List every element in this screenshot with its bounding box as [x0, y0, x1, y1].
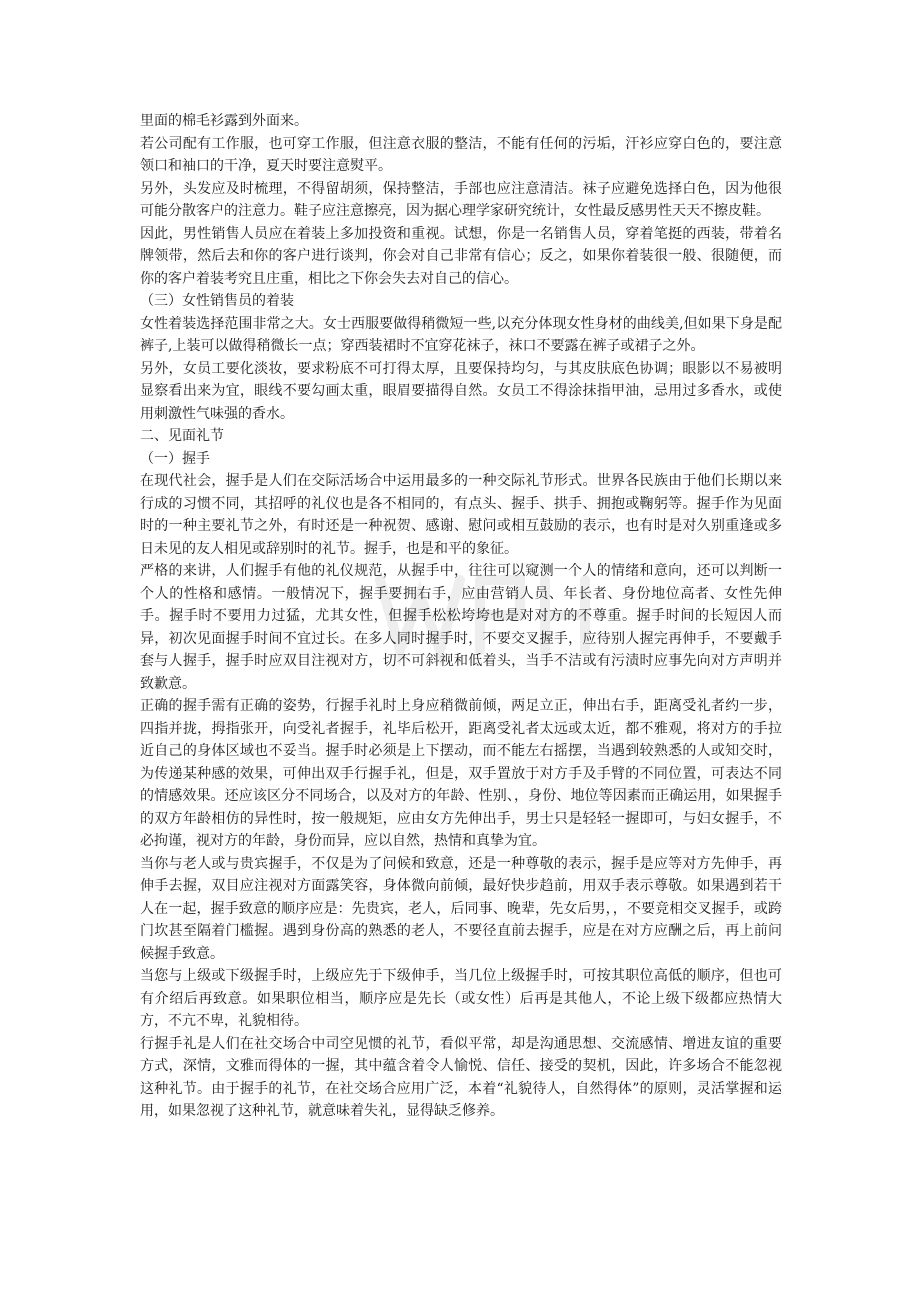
paragraph-handshake-posture: 正确的握手需有正确的姿势，行握手礼时上身应稍微前倾，两足立正，伸出右手，距离受礼者约一步，四指并拢，拇指张开，向受礼者握手，礼毕后松开，距离受礼者太远或太近，都不雅观，将对方的手拉近自己的身体区域也不妥当。握手时必须是上下摆动，而不能左右摇摆，当遇到较熟悉的人或知交时，为传递某种感的效果，可伸出双手行握手礼，但是，双手置放于对方手及手臂的不同位置，可表达不同的情感效果。还应该区分不同场合，以及对方的年龄、性别、，身份、地位等因素而正确运用，如果握手的双方年龄相仿的异性时，按一般规矩，应由女方先伸出手，男士只是轻轻一握即可，与妇女握手，不必拘谨，视对方的年龄，身份而异，应以自然，热情和真挚为宜。 [140, 698, 782, 849]
paragraph-work-uniform: 若公司配有工作服，也可穿工作服，但注意衣服的整洁，不能有任何的污垢，汗衫应穿白色的，要注意领口和袖口的干净，夏天时要注意熨平。 [140, 135, 782, 174]
paragraph-handshake-rules: 严格的来讲，人们握手有他的礼仪规范，从握手中，往往可以窥测一个人的情绪和意向，还可以判断一个人的性格和感情。一般情况下，握手要拥右手，应由营销人员、年长者、身份地位高者、女性先伸手。握手时不要用力过猛，尤其女性，但握手松松垮垮也是对对方的不尊重。握手时间的长短因人而异，初次见面握手时间不宜过长。在多人同时握手时，不要交叉握手，应待别人握完再伸手，不要戴手套与人握手，握手时应双目注视对方，切不可斜视和低着头，当手不洁或有污渍时应事先向对方声明并致歉意。 [140, 563, 782, 692]
paragraph-handshake-elders: 当你与老人或与贵宾握手，不仅是为了问候和致意，还是一种尊敬的表示，握手是应等对方先伸手，再伸手去握，双目应注视对方面露笑容，身体微向前倾，最好快步趋前，用双手表示尊敬。如果遇到若干人在一起，握手致意的顺序应是：先贵宾，老人，后同事、晚辈，先女后男，，不要竞相交叉握手，或跨门坎甚至隔着门槛握。遇到身份高的熟悉的老人，不要径直前去握手，应是在对方应酬之后，再上前问候握手致意。 [140, 855, 782, 962]
paragraph-continuation: 里面的棉毛衫露到外面来。 [140, 113, 308, 129]
paragraph-female-makeup: 另外，女员工要化淡妆，要求粉底不可打得太厚，且要保持均匀，与其皮肤底色协调；眼影以不易被明显察看出来为宜，眼线不要勾画太重，眼眉要描得自然。女员工不得涂抹指甲油，忌用过多香水，或使用刺激性气味强的香水。 [140, 360, 782, 422]
subsection-heading-handshake: （一）握手 [140, 450, 210, 467]
paragraph-female-clothing: 女性着装选择范围非常之大。女士西服要做得稍微短一些,以充分体现女性身材的曲线美,但如果下身是配裤子,上装可以做得稍微长一点；穿西装裙时不宜穿花袜子，袜口不要露在裤子或裙子之外。 [140, 315, 782, 354]
paragraph-handshake-summary: 行握手礼是人们在社交场合中司空见惯的礼节，看似平常，却是沟通思想、交流感情、增进友谊的重要方式，深情，文雅而得体的一握，其中蕴含着令人愉悦、信任、接受的契机，因此，许多场合不能忽视这种礼节。由于握手的礼节，在社交场合应用广泛，本着“礼貌待人，自然得体”的原则，灵活掌握和运用，如果忽视了这种礼节，就意味着失礼，显得缺乏修养。 [140, 1035, 782, 1119]
paragraph-handshake-intro: 在现代社会，握手是人们在交际活场合中运用最多的一种交际礼节形式。世界各民族由于他们长期以来行成的习惯不同，其招呼的礼仪也是各不相同的，有点头、握手、拱手、拥抱或鞠躬等。握手作为见面时的一种主要礼节之外，有时还是一种祝贺、感谢、慰问或相互鼓励的表示，也有时是对久别重逢或多日未见的友人相见或辞别时的礼节。握手，也是和平的象征。 [140, 473, 782, 557]
paragraph-handshake-superiors: 当您与上级或下级握手时，上级应先于下级伸手，当几位上级握手时，可按其职位高低的顺序，但也可有介绍后再致意。如果职位相当，顺序应是先长（或女性）后再是其他人，不论上级下级都应热情大方，不亢不卑，礼貌相待。 [140, 968, 782, 1029]
paragraph-male-attire-investment: 因此，男性销售人员应在着装上多加投资和重视。试想，你是一名销售人员，穿着笔挺的西装，带着名牌领带，然后去和你的客户进行谈判，你会对自己非常有信心；反之，如果你着装很一般、很随便，而你的客户着装考究且庄重，相比之下你会失去对自己的信心。 [140, 225, 782, 287]
document-body [140, 110, 782, 1123]
paragraph-grooming: 另外，头发应及时梳理，不得留胡须，保持整洁，手部也应注意清洁。袜子应避免选择白色，因为他很可能分散客户的注意力。鞋子应注意擦亮，因为据心理学家研究统计，女性最反感男性天天不擦皮鞋。 [140, 180, 782, 219]
section-heading-meeting-etiquette: 二、见面礼节 [140, 428, 224, 444]
section-heading-female-attire: （三）女性销售员的着装 [140, 293, 294, 309]
